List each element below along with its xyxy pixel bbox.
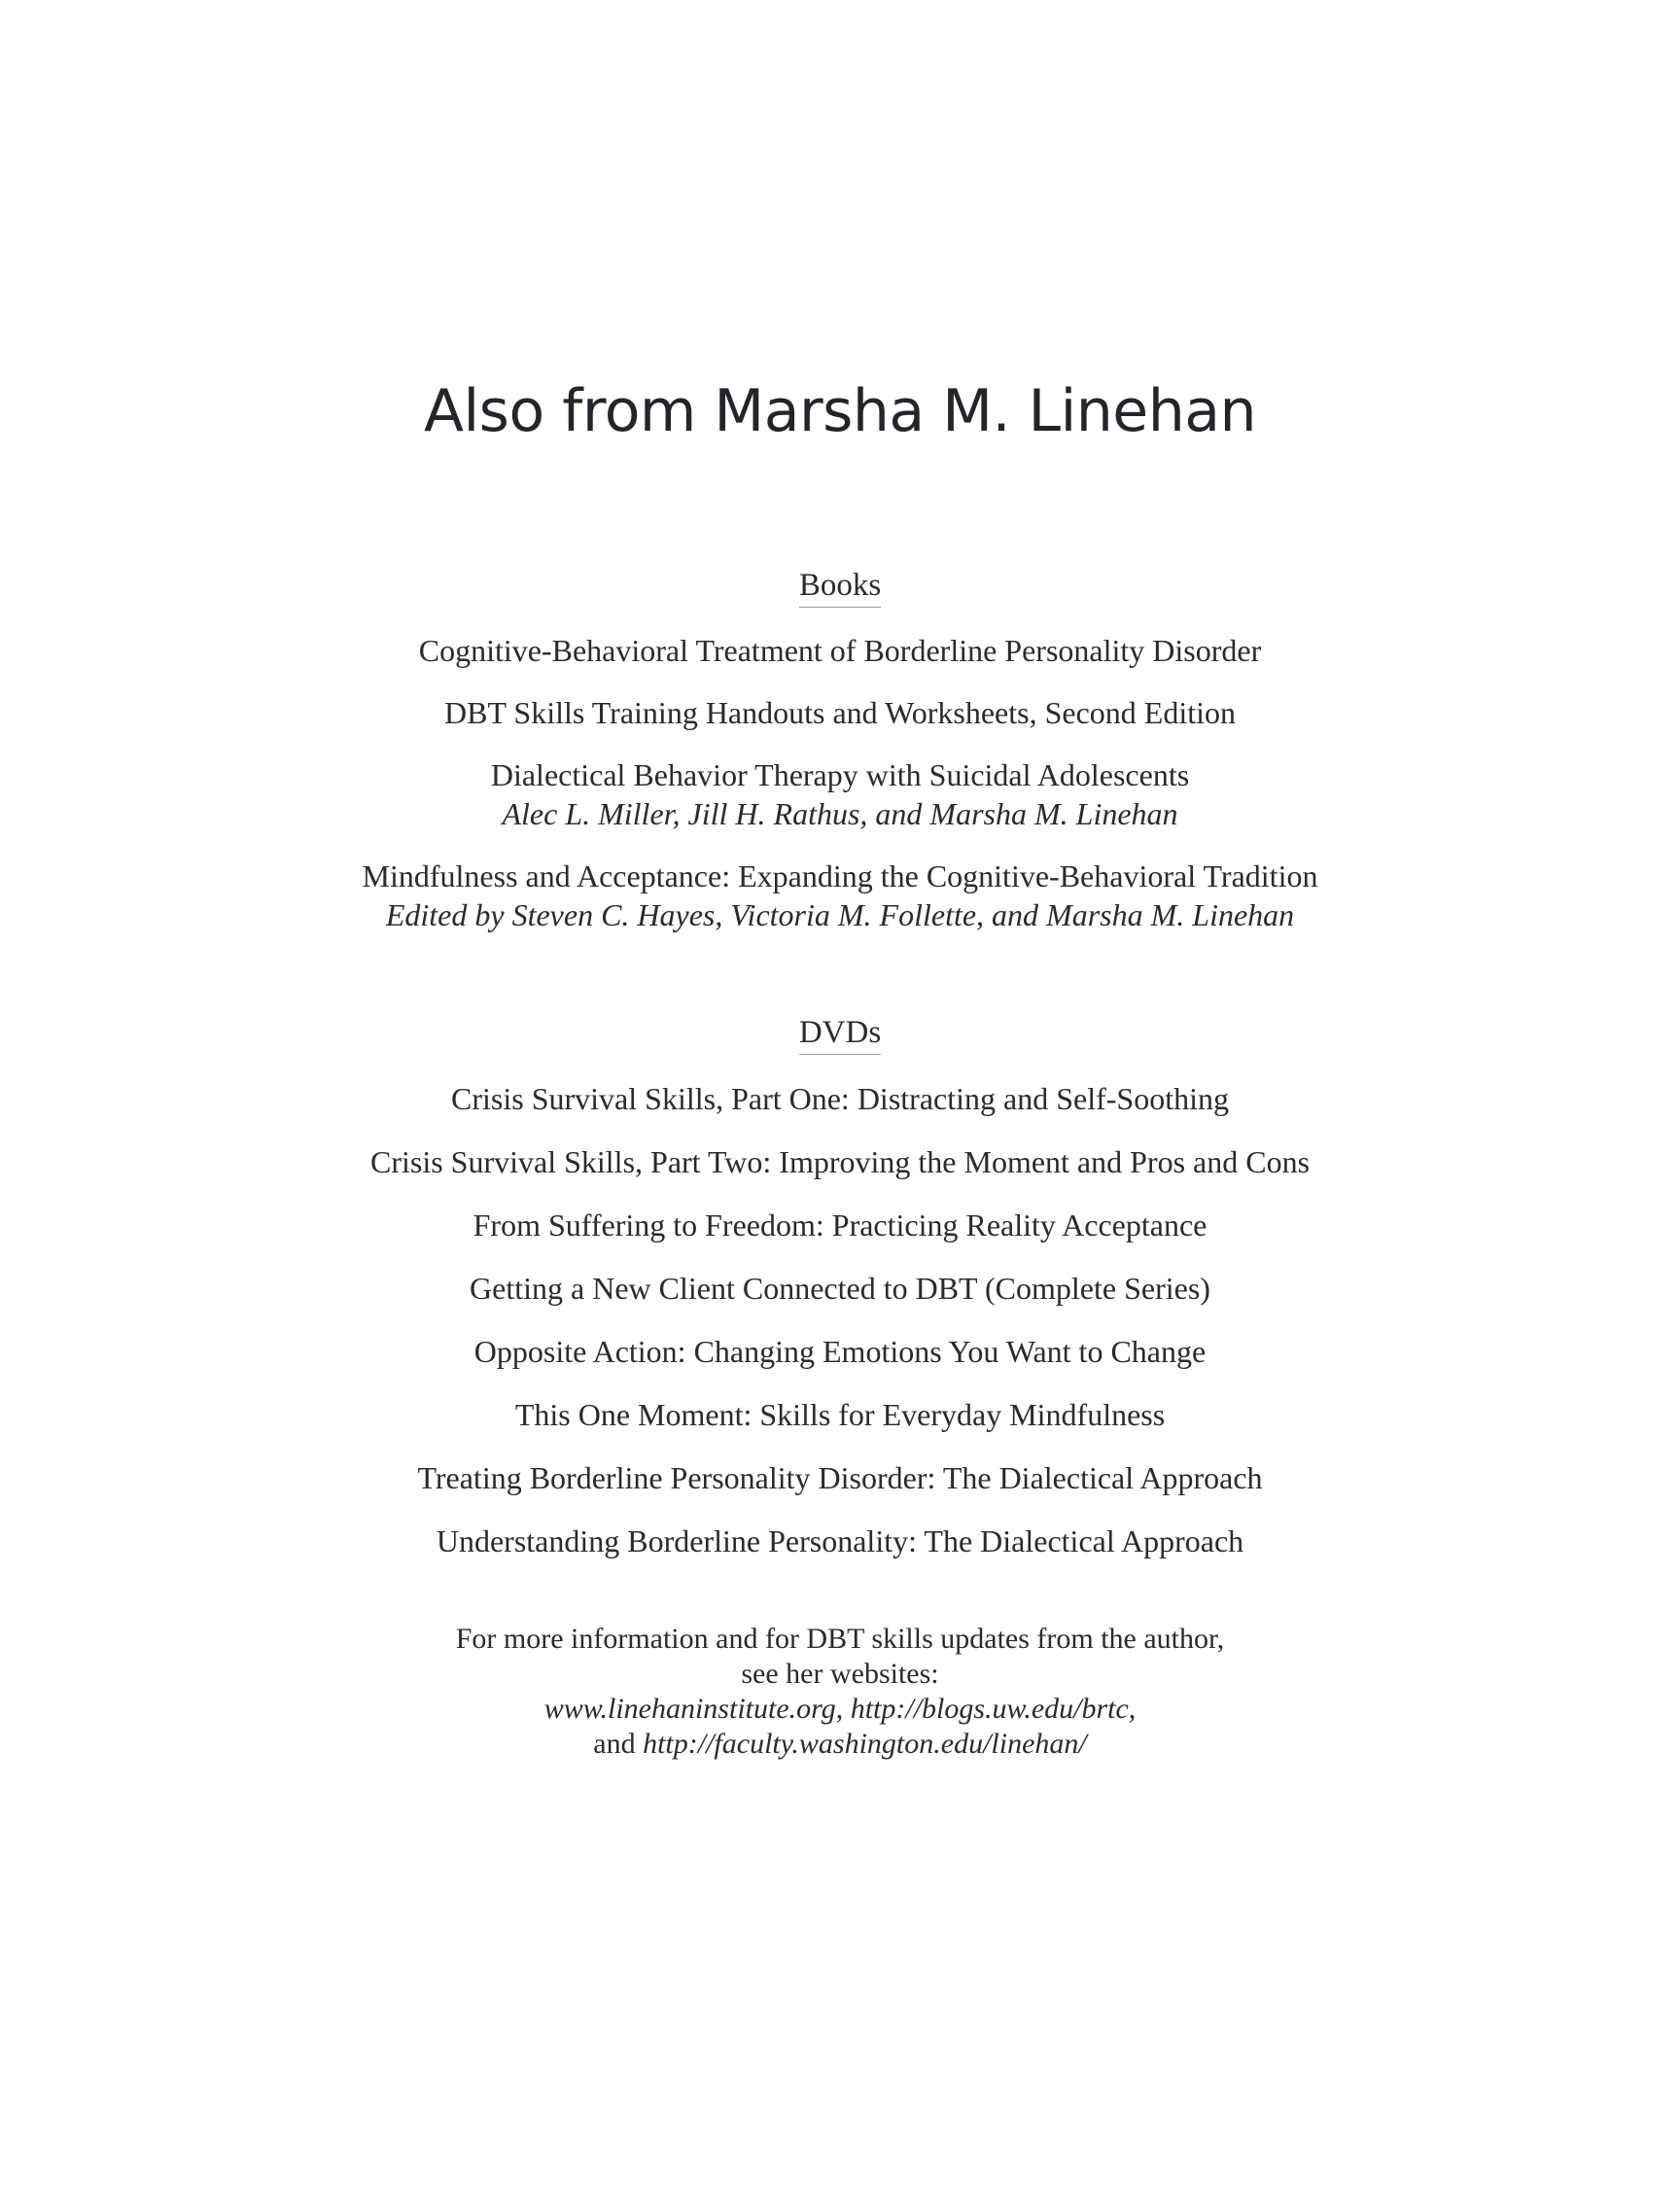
dvd-entry (0, 1269, 1680, 1308)
dvd-title: Understanding Borderline Personality: The Dialectical Approach (436, 1523, 1244, 1558)
dvd-entry (0, 1142, 1680, 1181)
dvd-title: From Suffering to Freedom: Practicing Reality Acceptance (472, 1208, 1208, 1242)
website-link-brtc[interactable]: http://blogs.uw.edu/brtc, (850, 1693, 1137, 1725)
dvd-title: Crisis Survival Skills, Part Two: Improving the Moment and Pros and Cons (369, 1144, 1311, 1179)
dvds-section (0, 1013, 1680, 1560)
dvd-entry (0, 1395, 1680, 1434)
book-title: Mindfulness and Acceptance: Expanding the Cognitive-Behavioral Tradition (362, 858, 1318, 893)
dvds-section-label: DVDs (799, 1013, 881, 1055)
info-line-3 (0, 1692, 1680, 1727)
more-info-block (0, 1622, 1680, 1762)
books-section-label: Books (799, 566, 881, 608)
book-title: Cognitive-Behavioral Treatment of Borderline Personality Disorder (418, 633, 1262, 668)
dvd-title: This One Moment: Skills for Everyday Mindfulness (514, 1397, 1166, 1432)
info-line-1: For more information and for DBT skills updates from the author, (455, 1623, 1225, 1655)
dvd-entry (0, 1079, 1680, 1118)
info-line-2: see her websites: (741, 1658, 939, 1690)
separator: , (835, 1693, 851, 1725)
book-authors: Edited by Steven C. Hayes, Victoria M. Follette, and Marsha M. Linehan (385, 897, 1295, 932)
info-line-4 (0, 1727, 1680, 1762)
dvd-entry (0, 1522, 1680, 1560)
dvd-title: Crisis Survival Skills, Part One: Distracting and Self-Soothing (451, 1081, 1229, 1116)
dvd-title: Treating Borderline Personality Disorder: The Dialectical Approach (417, 1460, 1263, 1495)
dvd-title: Opposite Action: Changing Emotions You Want to Change (473, 1334, 1207, 1369)
books-section (0, 566, 1680, 934)
book-entry (0, 693, 1680, 732)
and-text: and (593, 1728, 644, 1760)
page-title: Also from Marsha M. Linehan (423, 377, 1257, 445)
dvd-entry (0, 1332, 1680, 1371)
book-title: DBT Skills Training Handouts and Worksheets, Second Edition (443, 695, 1237, 730)
book-entry (0, 857, 1680, 934)
book-authors: Alec L. Miller, Jill H. Rathus, and Marsha M. Linehan (502, 796, 1178, 831)
dvd-title: Getting a New Client Connected to DBT (Complete Series) (470, 1271, 1210, 1306)
dvd-entry (0, 1458, 1680, 1497)
website-link-linehaninstitute[interactable]: www.linehaninstitute.org (543, 1693, 836, 1725)
book-entry (0, 631, 1680, 670)
website-link-faculty[interactable]: http://faculty.washington.edu/linehan/ (643, 1728, 1087, 1760)
book-title: Dialectical Behavior Therapy with Suicidal Adolescents (490, 757, 1190, 792)
dvd-entry (0, 1206, 1680, 1244)
book-entry (0, 755, 1680, 833)
